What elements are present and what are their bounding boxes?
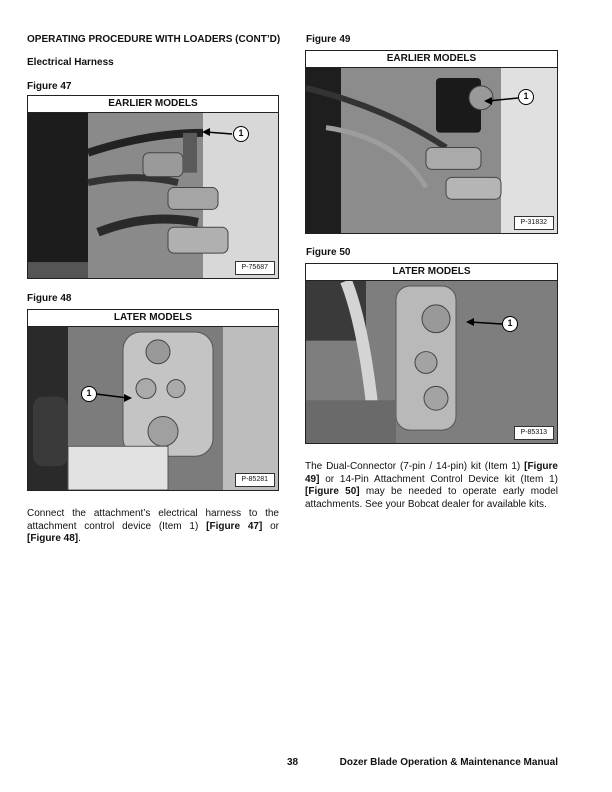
figure-48-photo-number: P-85281	[235, 473, 275, 487]
figure-48-label: Figure 48	[27, 293, 72, 304]
figure-49-reference: [Figure 49]	[305, 461, 558, 485]
figure-50-callout: 1	[502, 316, 518, 332]
figure-49-callout-arrow	[306, 51, 559, 235]
figure-50-reference: [Figure 50]	[305, 486, 360, 497]
right-paragraph-text: or 14-Pin Attachment Control Device kit (Item 1)	[319, 473, 558, 485]
figure-47	[27, 95, 279, 279]
right-paragraph	[305, 461, 558, 511]
subheading-electrical-harness: Electrical Harness	[27, 57, 114, 68]
section-heading: OPERATING PROCEDURE WITH LOADERS (CONT’D)	[27, 34, 281, 45]
figure-48-reference: [Figure 48]	[27, 533, 79, 544]
figure-47-photo-number: P-75687	[235, 261, 275, 275]
figure-50-title: LATER MODELS	[306, 264, 557, 281]
figure-50-callout-arrow	[306, 264, 559, 445]
left-paragraph-text: .	[78, 533, 81, 544]
figure-47-callout: 1	[233, 126, 249, 142]
figure-47-label: Figure 47	[27, 81, 72, 92]
figure-48-callout-arrow	[28, 310, 280, 492]
figure-47-callout-arrow	[28, 96, 280, 280]
figure-47-reference: [Figure 47]	[206, 520, 263, 532]
figure-48	[27, 309, 279, 491]
figure-48-title: LATER MODELS	[28, 310, 278, 327]
manual-title: Dozer Blade Operation & Maintenance Manual	[339, 757, 558, 768]
figure-49	[305, 50, 558, 234]
figure-49-callout: 1	[518, 89, 534, 105]
left-paragraph-text: Connect the attachment’s electrical harness to the attachment control device (Item 1)	[27, 508, 279, 532]
figure-49-title: EARLIER MODELS	[306, 51, 557, 68]
figure-49-label: Figure 49	[306, 34, 351, 45]
figure-50-label: Figure 50	[306, 247, 351, 258]
right-paragraph-text: The Dual-Connector (7-pin / 14-pin) kit (Item 1)	[305, 461, 525, 472]
left-paragraph	[27, 508, 279, 546]
figure-48-callout: 1	[81, 386, 97, 402]
figure-47-title: EARLIER MODELS	[28, 96, 278, 113]
page-number: 38	[287, 757, 299, 768]
figure-49-photo-number: P-31832	[514, 216, 554, 230]
figure-50-photo-number: P-85313	[514, 426, 554, 440]
left-paragraph-text: or	[262, 520, 279, 532]
right-paragraph-text: may be needed to operate early model attachments. See your Bobcat dealer for available kits.	[305, 486, 558, 510]
figure-50	[305, 263, 558, 444]
